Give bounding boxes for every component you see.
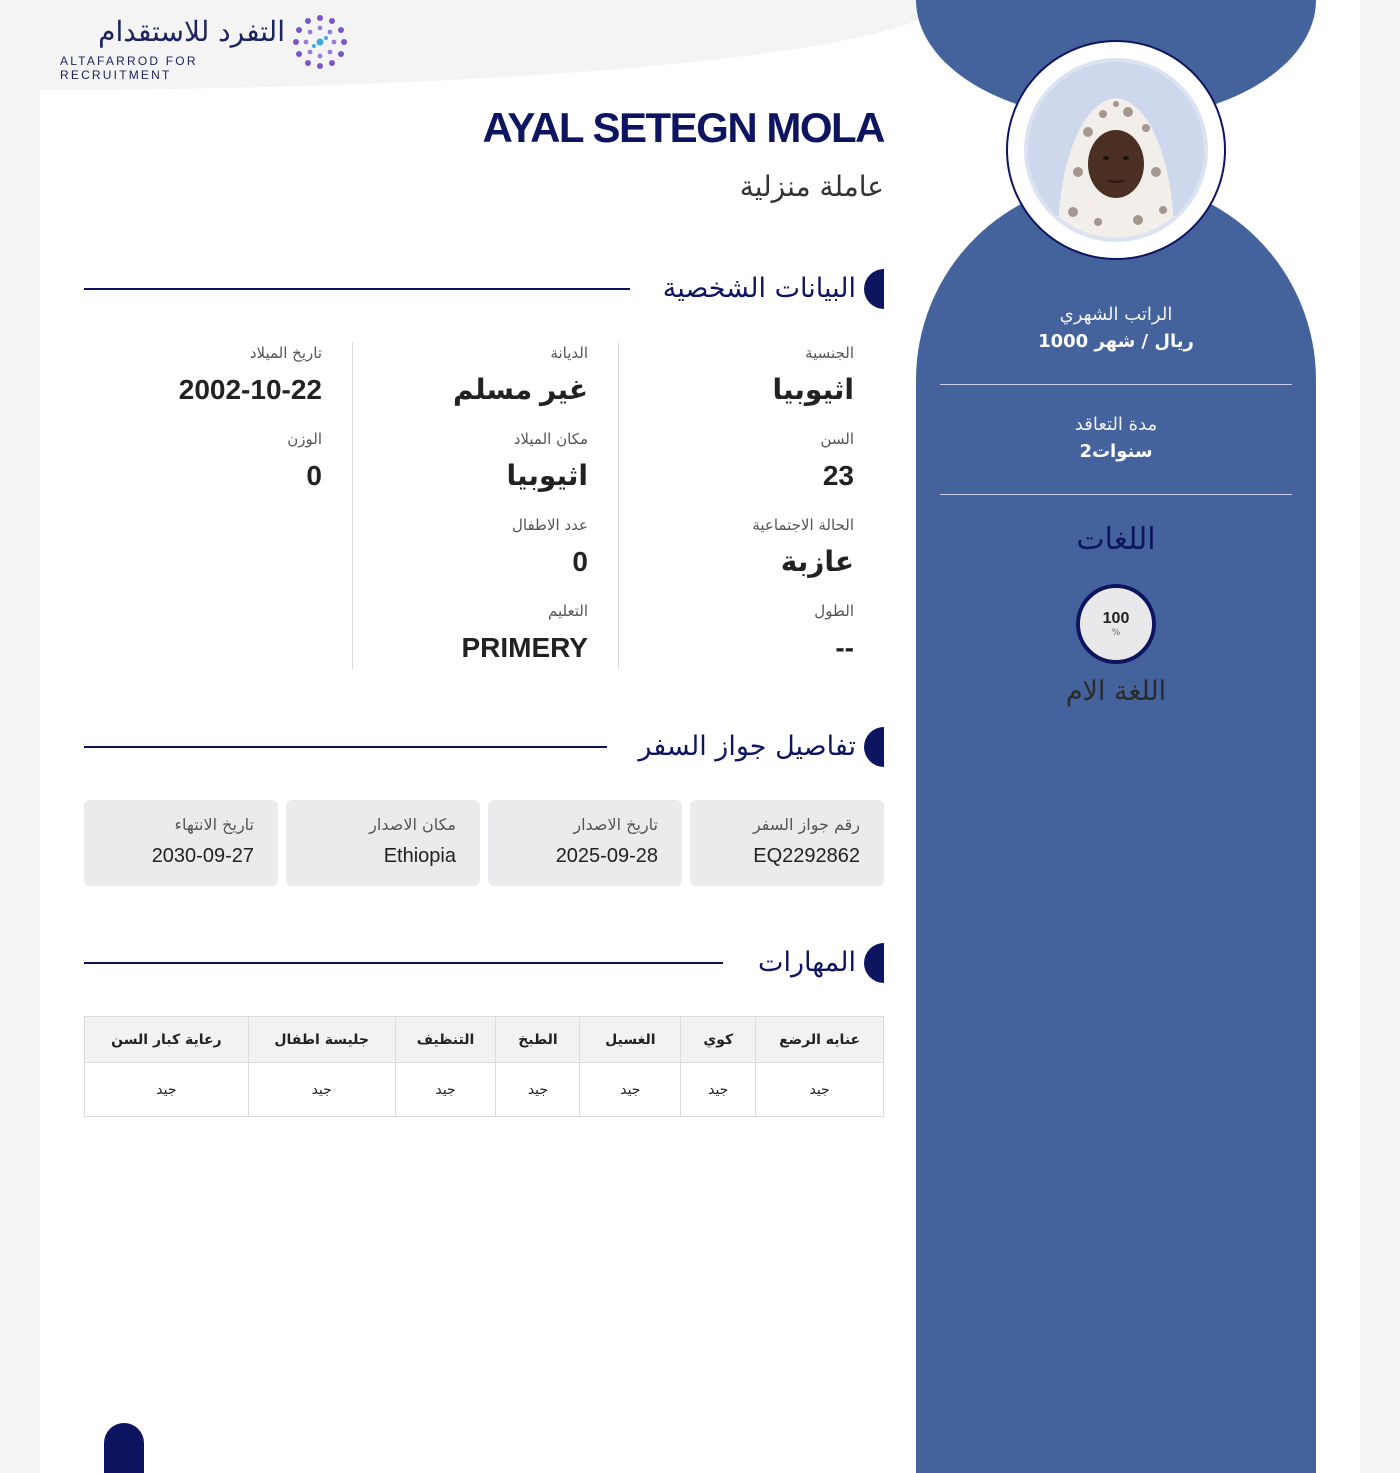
salary-label: الراتب الشهري	[1059, 304, 1173, 325]
skill-header: جليسة اطفال	[248, 1017, 395, 1063]
skill-rating: جيد	[248, 1063, 395, 1117]
skill-rating: جيد	[85, 1063, 249, 1117]
field-value: غير مسلم	[453, 374, 588, 405]
field-height	[619, 600, 854, 686]
table-row	[85, 1063, 884, 1117]
skill-header: رعاية كبار السن	[85, 1017, 249, 1063]
card-label: رقم جواز السفر	[752, 815, 860, 834]
avatar-photo	[1028, 62, 1204, 238]
skills-section-header	[84, 943, 884, 983]
language-name: اللغة الام	[1065, 676, 1167, 707]
salary-block	[940, 302, 1292, 356]
field-children	[353, 514, 588, 600]
issue-place-card	[286, 800, 480, 886]
field-label: السن	[820, 430, 854, 448]
field-weight	[84, 428, 322, 514]
section-line	[84, 962, 723, 964]
skill-rating: جيد	[496, 1063, 580, 1117]
contract-value: 2سنوات	[1079, 441, 1153, 462]
field-value: 2002-10-22	[178, 374, 322, 405]
skill-rating: جيد	[681, 1063, 756, 1117]
skills-table	[84, 1016, 884, 1117]
job-title: عاملة منزلية	[739, 170, 884, 203]
sidebar-divider	[940, 384, 1292, 385]
card-value: 2030-09-27	[151, 845, 254, 867]
passport-number-card	[690, 800, 884, 886]
contract-label: مدة التعاقد	[1074, 414, 1158, 435]
card-label: مكان الاصدار	[369, 815, 456, 834]
field-label: تاريخ الميلاد	[249, 344, 322, 362]
contract-block	[940, 412, 1292, 466]
language-progress-circle	[1076, 584, 1156, 664]
passport-section-title: تفاصيل جواز السفر	[638, 731, 856, 762]
avatar-frame	[1006, 40, 1226, 260]
language-percent: 100	[1102, 610, 1130, 627]
salary-value: 1000 ريال / شهر	[1038, 331, 1194, 352]
skill-header: عنايه الرضع	[756, 1017, 884, 1063]
logo-arabic-text: التفرد للاستقدام	[98, 15, 285, 48]
field-birthdate	[84, 342, 322, 428]
sidebar-divider	[940, 494, 1292, 495]
profile-sidebar	[916, 0, 1316, 1473]
section-line	[84, 746, 607, 748]
card-value: Ethiopia	[383, 845, 456, 867]
cv-page	[40, 0, 1360, 1473]
personal-section-header	[84, 269, 884, 309]
field-value: عازبة	[780, 546, 854, 577]
section-cap	[864, 943, 884, 983]
field-education	[353, 600, 588, 686]
field-value: 0	[572, 546, 588, 577]
card-label: تاريخ الانتهاء	[174, 815, 254, 834]
sidebar-body-shape	[916, 180, 1316, 1473]
skill-rating: جيد	[580, 1063, 681, 1117]
logo-dots-icon	[292, 14, 348, 70]
field-marital-status	[619, 514, 854, 600]
card-label: تاريخ الاصدار	[573, 815, 658, 834]
field-label: مكان الميلاد	[513, 430, 588, 448]
personal-column-2	[352, 342, 588, 670]
skill-header: الطبخ	[496, 1017, 580, 1063]
field-age	[619, 428, 854, 514]
personal-column-3	[84, 342, 322, 670]
issue-date-card	[488, 800, 682, 886]
languages-title: اللغات	[1076, 522, 1156, 557]
card-value: 2025-09-28	[555, 845, 658, 867]
card-value: EQ2292862	[753, 845, 860, 867]
skill-header: التنظيف	[395, 1017, 496, 1063]
skills-section-title: المهارات	[758, 947, 856, 978]
bottom-decor-tab	[104, 1423, 144, 1473]
field-birthplace	[353, 428, 588, 514]
field-value: اثيوبيا	[772, 374, 854, 405]
candidate-name: AYAL SETEGN MOLA	[482, 104, 884, 151]
section-cap	[864, 269, 884, 309]
section-line	[84, 288, 630, 290]
field-value: PRIMERY	[461, 632, 588, 663]
section-cap	[864, 727, 884, 767]
field-value: 0	[306, 460, 322, 491]
passport-section-header	[84, 727, 884, 767]
skill-rating: جيد	[395, 1063, 496, 1117]
field-value: --	[835, 632, 854, 663]
personal-section-title: البيانات الشخصية	[662, 273, 856, 304]
skill-header: الغسيل	[580, 1017, 681, 1063]
field-label: التعليم	[548, 602, 588, 620]
field-label: الحالة الاجتماعية	[752, 516, 854, 534]
language-percent-sign: %	[1111, 628, 1121, 638]
field-label: الوزن	[287, 430, 322, 448]
field-label: الديانة	[550, 344, 588, 362]
field-label: الطول	[814, 602, 854, 620]
expiry-date-card	[84, 800, 278, 886]
logo-english-text: ALTAFARROD FOR RECRUITMENT	[60, 54, 198, 82]
field-nationality	[619, 342, 854, 428]
company-logo	[60, 14, 360, 82]
field-religion	[353, 342, 588, 428]
skills-header-row	[85, 1017, 884, 1063]
field-label: الجنسية	[805, 344, 854, 362]
avatar	[1024, 58, 1208, 242]
skill-header: كوي	[681, 1017, 756, 1063]
field-value: 23	[822, 460, 854, 491]
field-label: عدد الاطفال	[512, 516, 588, 534]
personal-column-1	[618, 342, 854, 670]
skill-rating: جيد	[756, 1063, 884, 1117]
field-value: اثيوبيا	[506, 460, 588, 491]
